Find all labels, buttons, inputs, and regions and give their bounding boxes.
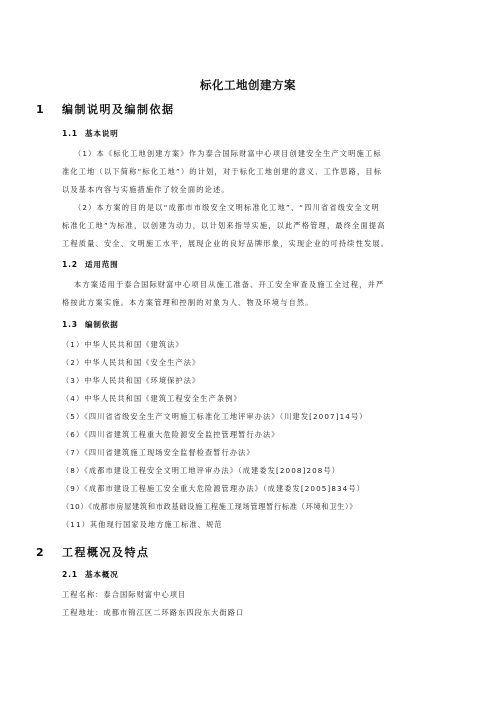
paragraph-line: 准化工地（以下简称“标化工地”）的计划，对于标化工地创建的意义、工作思路，目标 [62, 167, 383, 176]
list-item: （6）《四川省建筑工程重大危险源安全监控管理暂行办法》 [62, 430, 280, 439]
section-number: 1 [36, 103, 46, 116]
subsection-title: 基本概况 [85, 570, 119, 579]
section-title: 编制说明及编制依据 [62, 103, 175, 116]
subsection-1-3-heading [62, 319, 119, 330]
subsection-title: 编制依据 [85, 320, 119, 329]
list-item: （2）中华人民共和国《安全生产法》 [62, 358, 201, 367]
section-number: 2 [36, 546, 46, 559]
paragraph-line: 以及基本内容与实施措施作了较全面的论述。 [62, 185, 230, 194]
section-title: 工程概况及特点 [62, 546, 150, 559]
list-item: （9）《成都市建设工程施工安全重大危险源管理办法》（成建委发[2005]834号） [62, 484, 365, 493]
paragraph-line: （1）本《标化工地创建方案》作为泰合国际财富中心项目创建安全生产文明施工标 [74, 149, 382, 158]
subsection-title: 基本说明 [85, 129, 119, 138]
list-item: （7）《四川省建筑施工现场安全监督检查暂行办法》 [62, 448, 255, 457]
subsection-1-1-heading [62, 128, 119, 139]
list-item: （10）《成都市房屋建筑和市政基础设施工程施工现场管理暂行标准（环境和卫生）》 [62, 502, 358, 511]
paragraph-line: 标准化工地”为标准，以创建为动力，以计划来指导实施，以此严格管理，最终全面提高 [62, 221, 386, 230]
section-2-heading [36, 544, 150, 560]
subsection-number: 1.3 [62, 320, 78, 329]
section-1-heading [36, 101, 175, 117]
subsection-number: 2.1 [62, 570, 78, 579]
paragraph-line: 工程质量、安全、文明施工水平，展现企业的良好品牌形象，实现企业的可持续性发展。 [62, 239, 390, 248]
list-item: 工程名称：泰合国际财富中心项目 [62, 590, 187, 599]
list-item: （3）中华人民共和国《环境保护法》 [62, 376, 201, 385]
subsection-1-2-heading [62, 259, 119, 270]
subsection-2-1-heading [62, 569, 119, 580]
paragraph-line: 本方案适用于泰合国际财富中心项目从施工准备、开工安全审查及施工全过程，并严 [74, 280, 385, 289]
subsection-title: 适用范围 [85, 260, 119, 269]
subsection-number: 1.2 [62, 260, 78, 269]
list-item: 工程地址：成都市锦江区二环路东四段东大街路口 [62, 608, 245, 617]
document-title: 标化工地创建方案 [200, 78, 296, 92]
list-item: （4）中华人民共和国《建筑工程安全生产条例》 [62, 394, 242, 403]
paragraph-line: （2）本方案的目的是以“成都市市级安全文明标准化工地”、“四川省省级安全文明 [74, 203, 380, 212]
list-item: （11）其他现行国家及地方施工标准、规范 [62, 520, 223, 529]
paragraph-line: 格按此方案实施。本方案管理和控制的对象为人、物及环境与自然。 [62, 298, 314, 307]
list-item: （5）《四川省省级安全生产文明施工标准化工地评审办法》（川建发[2007]14号） [62, 412, 368, 421]
list-item: （8）《成都市建设工程安全文明工地评审办法》（成建委发[2008]208号） [62, 466, 341, 475]
list-item: （1）中华人民共和国《建筑法》 [62, 340, 184, 349]
subsection-number: 1.1 [62, 129, 78, 138]
